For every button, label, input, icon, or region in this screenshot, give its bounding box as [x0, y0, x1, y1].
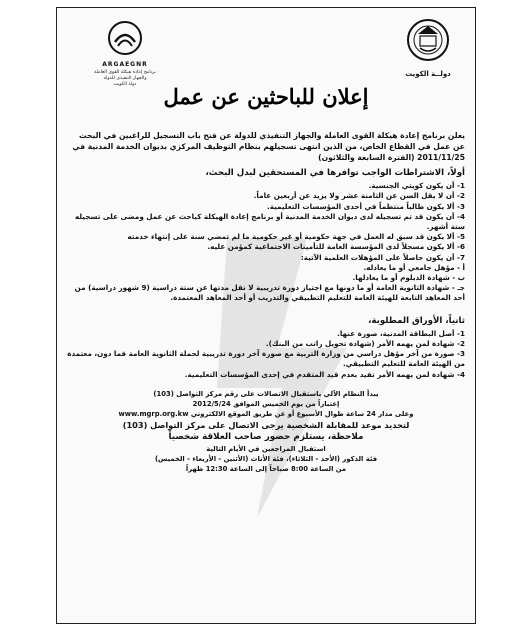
list-item: 2- أن لا يقل السن عن الثامنة عشر ولا يزيد عن أربعين عاماً. — [253, 191, 465, 201]
intro-paragraph: يعلن برنامج إعادة هيكلة القوى العاملة والجهاز التنفيذي للدولة عن فتح باب التسجيل للراغبين في البحث عن عمل في القطاع الخاص، من الذين انتهى تسجيلهم بنظام التوظيف المركزي بديوان الخدمة المدنية في 2011/11/25 (الفترة السابعة والثلاثون) — [72, 131, 465, 162]
list-item: أ - مؤهل جامعي أو ما يعادله. — [363, 262, 465, 272]
footer-line-days: فئة الذكور (الأحد - الثلاثاء)، فئة الأناث (الأثنين - الأربعاء - الخميس) — [154, 454, 378, 463]
list-item: 7- أن يكون حاصلاً على المؤهلات العلمية الآتية: — [300, 252, 465, 262]
header — [57, 14, 475, 112]
documents-list — [67, 329, 465, 380]
footer-line-appointment: لتحديد موعد للمقابلة الشخصية يرجى الاتصال على مركز التواصل (103) — [122, 419, 410, 430]
list-item: ب - شهادة الدبلوم أو ما يعادلها. — [352, 273, 465, 283]
footer-line-note: ملاحظة، يستلزم حضور صاحب العلاقة شخصياً — [168, 431, 364, 442]
requirements-heading: أولاً، الاشتراطات الواجب توافرها في المستحقين لبدل البحث، — [205, 168, 465, 178]
footer-line-hours: من الساعة 8:00 صباحاً إلى الساعة 12:30 ظهراً — [185, 464, 347, 473]
program-logo — [85, 20, 165, 88]
list-item: 2- شهادة لمن يهمه الأمر (شهادة تحويل راتب من البنك). — [265, 339, 465, 349]
list-item: 4- أن يكون قد تم تسجيله لدى ديوان الخدمة المدنية أو برنامج إعادة الهيكلة كباحث عن عمل ومضى على تسجيله ستة أشهر. — [74, 211, 465, 232]
program-logo-icon — [105, 20, 145, 56]
requirements-list — [67, 181, 465, 303]
list-item: 4- شهادة لمن يهمه الأمر تفيد بعدم قيد المتقدم في إحدى المؤسسات التعليمية. — [184, 369, 465, 379]
footer-line-reception: استقبال المراجعين في الأيام التالية — [206, 444, 326, 453]
advertisement-frame — [56, 7, 476, 624]
contact-footer — [67, 389, 465, 474]
footer-line-start-date: إعتباراً من يوم الخميس الموافق 2012/5/24 — [192, 399, 340, 408]
kuwait-emblem-icon — [406, 18, 450, 62]
program-logo-brand: ARGAEGNR — [102, 61, 148, 68]
documents-heading: ثانياً، الأوراق المطلوبة، — [368, 315, 465, 326]
list-item: 3- صورة من آخر مؤهل دراسي من وزارة التربية مع صورة آخر دورة تدريبية لحملة الثانوية العامة فما دون، معتمدة من الهيئة العامة للتعليم التطبيقي. — [67, 349, 465, 369]
program-logo-caption: برنامج إعادة هيكلة القوى العاملة والجهاز التنفيذي للدولة دولة الكويت — [94, 70, 156, 87]
list-item: 6- ألا يكون مسجلاً لدى المؤسسة العامة للتأمينات الاجتماعية كمؤمن عليه. — [207, 242, 465, 252]
list-item: 5- ألا يكون قد سبق له العمل في جهة حكومية أو غير حكومية ما لم تمضي سنة على إنتهاء خدمته — [127, 232, 465, 242]
page-title: إعلان للباحثين عن عمل — [163, 84, 369, 109]
list-item: 1- أن يكون كويتي الجنسية. — [368, 181, 465, 191]
kuwait-emblem — [399, 18, 457, 78]
list-item: 3- ألا يكون طالباً منتظماً في أحدى المؤسسات التعليمية. — [266, 201, 465, 211]
announcement-body — [67, 130, 465, 474]
list-item: 1- أصل البطاقة المدنية، صورة عنها. — [337, 328, 465, 338]
footer-line-hotline: يبدأ النظام الآلي باستقبال الاتصالات على رقم مركز التواصل (103) — [153, 389, 379, 398]
kuwait-emblem-caption: دولــة الكويت — [405, 70, 451, 78]
footer-line-website: وعلى مدار 24 ساعة طوال الأسبوع أو عن طريق الموقع الالكتروني www.mgrp.org.kw — [118, 409, 414, 418]
list-item: جـ - شهادة الثانوية العامة أو ما دونها مع اجتياز دورة تدريبية لا تقل مدتها عن ستة دراسية (9 شهور دراسية) من أحد المعاهد التابعة للهيئة العامة للتعليم التطبيقي والتدريب أو أحد المعاهد المعتمدة. — [74, 283, 465, 303]
